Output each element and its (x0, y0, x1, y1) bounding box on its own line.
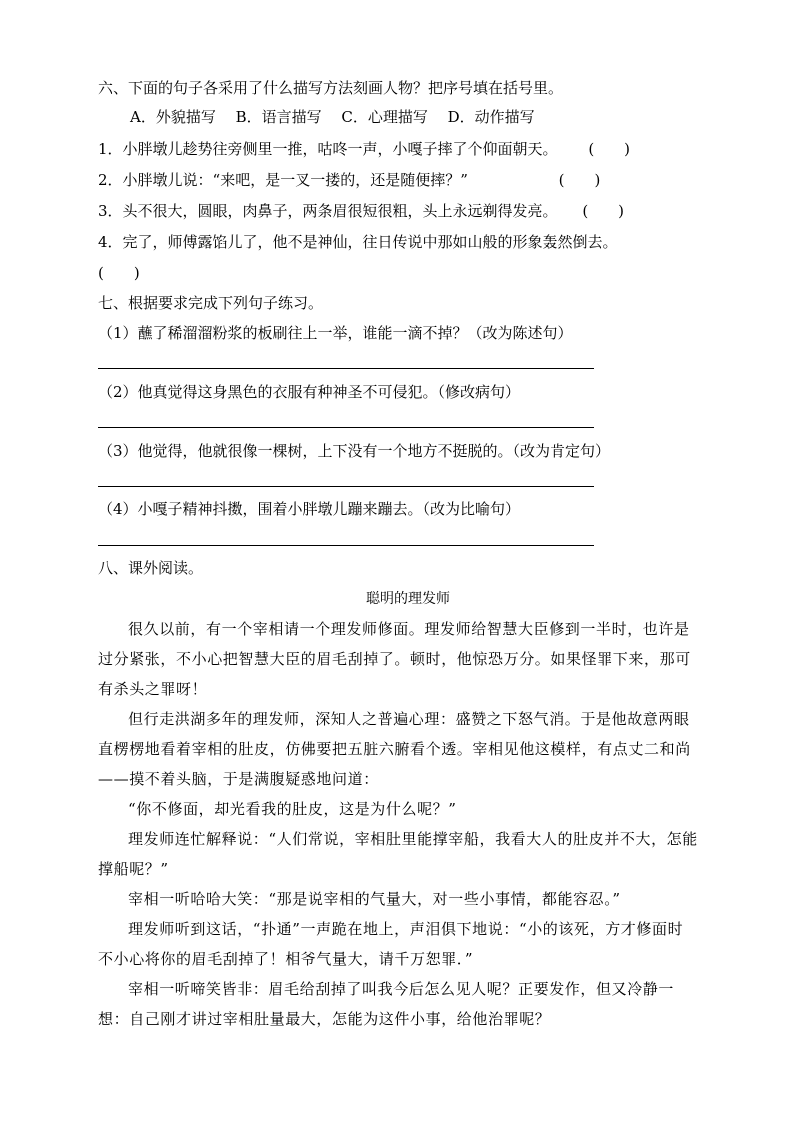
story-title: 聪明的理发师 (366, 591, 450, 607)
section-6-question-3 (98, 201, 624, 221)
story-paragraph: 很久以前，有一个宰相请一个理发师修面。理发师给智慧大臣修到一半时，也许是过分紧张，不小心把智慧大臣的眉毛刮掉了。顿时，他惊恐万分。如果怪罪下来，那可有杀头之罪呀！ (98, 620, 691, 698)
section-6-question-1 (98, 139, 630, 159)
section-6-question-4: 4．完了，师傅露馅儿了，他不是神仙，往日传说中那如山般的形象轰然倒去。 (98, 233, 618, 251)
section-6-options: A．外貌描写 B．语言描写 C．心理描写 D．动作描写 (130, 108, 535, 126)
story-paragraph: 宰相一听哈哈大笑：“那是说宰相的气量大，对一些小事情，都能容忍。” (128, 890, 621, 908)
section-6-heading: 六、下面的句子各采用了什么描写方法刻画人物？把序号填在括号里。 (98, 79, 564, 97)
answer-line-1[interactable] (98, 368, 594, 369)
answer-blank-3[interactable]: ( ) (582, 202, 625, 220)
section-7-heading: 七、根据要求完成下列句子练习。 (98, 294, 324, 312)
question-2-text: 2．小胖墩儿说：“来吧，是一叉一搂的，还是随便摔？” (98, 171, 468, 189)
answer-blank-4[interactable]: ( ) (98, 264, 140, 282)
story-paragraph: 理发师听到这话，“扑通”一声跪在地上，声泪俱下地说：“小的该死，方才修面时不小心将你的眉毛刮掉了！相爷气量大，请千万恕罪．” (98, 920, 684, 968)
section-7-question-4: （4）小嘎子精神抖擞，围着小胖墩儿蹦来蹦去。（改为比喻句） (98, 500, 521, 518)
section-6-question-2 (98, 170, 600, 190)
story-paragraph: 宰相一听啼笑皆非：眉毛给刮掉了叫我今后怎么见人呢？正要发作，但又冷静一想：自己刚才讲过宰相肚量最大，怎能为这件小事，给他治罪呢？ (98, 980, 675, 1028)
answer-line-2[interactable] (98, 427, 594, 428)
answer-line-4[interactable] (98, 545, 594, 546)
story-paragraph: 理发师连忙解释说：“人们常说，宰相肚里能撑宰船，我看大人的肚皮并不大，怎能撑船呢？” (98, 830, 698, 878)
section-7-question-3: （3）他觉得，他就很像一棵树，上下没有一个地方不挺脱的。（改为肯定句） (98, 442, 611, 460)
question-3-text: 3．头不很大，圆眼，肉鼻子，两条眉很短很粗，头上永远剃得发亮。 (98, 202, 558, 220)
section-7-question-1: （1）蘸了稀溜溜粉浆的板刷往上一举，谁能一滴不掉？（改为陈述句） (98, 324, 573, 342)
answer-line-3[interactable] (98, 486, 594, 487)
answer-blank-1[interactable]: ( ) (588, 140, 631, 158)
answer-blank-2[interactable]: ( ) (558, 171, 601, 189)
story-paragraph: “你不修面，却光看我的肚皮，这是为什么呢？” (128, 800, 457, 818)
story-body (98, 614, 698, 1034)
section-7-question-2: （2）他真觉得这身黑色的衣服有种神圣不可侵犯。（修改病句） (98, 383, 521, 401)
question-1-text: 1．小胖墩儿趁势往旁侧里一推，咕咚一声，小嘎子摔了个仰面朝天。 (98, 140, 558, 158)
section-8-heading: 八、课外阅读。 (98, 559, 204, 577)
story-paragraph: 但行走洪湖多年的理发师，深知人之普遍心理：盛赞之下怒气消。于是他故意两眼直楞楞地看着宰相的肚皮，仿佛要把五脏六腑看个透。宰相见他这模样，有点丈二和尚——摸不着头脑，于是满腹疑惑地问道： (98, 710, 691, 788)
